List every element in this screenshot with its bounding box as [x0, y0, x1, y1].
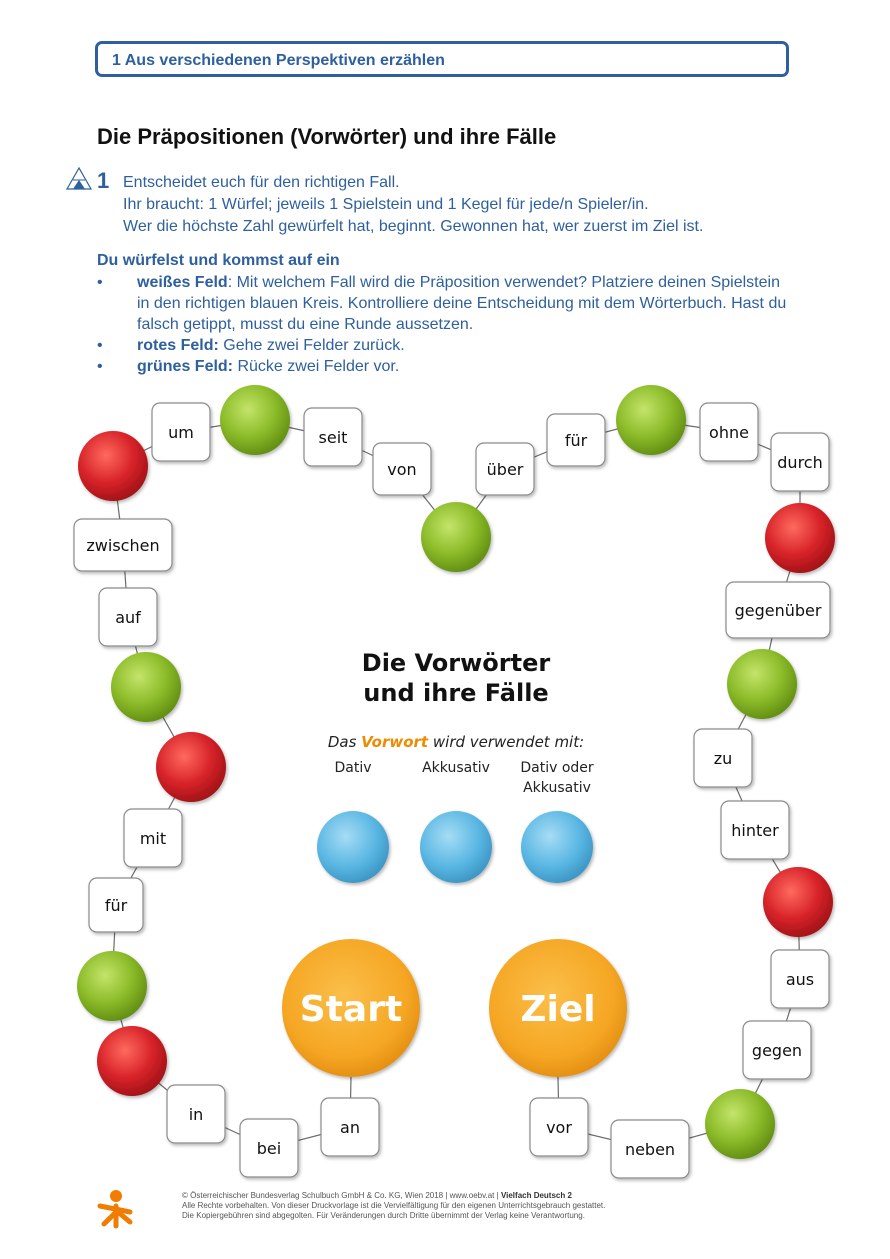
word-field[interactable] [721, 801, 789, 859]
rule-bold: grünes Feld: [137, 358, 234, 375]
word-field-label: auf [115, 608, 141, 627]
word-field[interactable] [304, 408, 362, 466]
dativ-oder-akkusativ-case-circle[interactable] [521, 811, 593, 883]
word-field-label: ohne [709, 423, 749, 442]
word-field-label: aus [785, 970, 815, 989]
word-field-label: gegen [751, 1041, 803, 1060]
word-field[interactable] [726, 582, 830, 638]
footer-line [182, 1191, 605, 1201]
rule-text: Gehe zwei Felder zurück. [218, 337, 405, 354]
word-field[interactable] [547, 414, 605, 466]
chapter-title: 1 Aus verschiedenen Perspektiven erzählen [112, 52, 445, 69]
red-field[interactable] [97, 1026, 167, 1096]
red-field[interactable] [765, 503, 835, 573]
word-field[interactable] [530, 1098, 588, 1156]
rules-heading: Du würfelst und kommst auf ein [97, 252, 340, 269]
akkusativ-case-circle[interactable] [420, 811, 492, 883]
word-field-label: mit [139, 829, 167, 848]
bullet-icon: • [97, 274, 103, 291]
word-field-label: zu [713, 749, 733, 768]
word-field-label: durch [777, 453, 823, 472]
word-field[interactable] [152, 403, 210, 461]
word-field[interactable] [240, 1119, 298, 1177]
word-field[interactable] [99, 588, 157, 646]
green-field[interactable] [705, 1089, 775, 1159]
subtitle-pre: Das [327, 733, 362, 751]
word-field[interactable] [74, 519, 172, 571]
page-title: Die Präpositionen (Vorwörter) und ihre Fälle [97, 124, 557, 149]
word-field[interactable] [476, 443, 534, 495]
word-field-label: für [104, 896, 128, 915]
rule-text: : Mit welchem Fall wird die Präposition verwendet? Platziere deinen Spielstein in den richtigen blauen Kreis. Kontrolliere deine Entscheidung mit dem Wörterbuch. Hast du falsch getippt, musst du eine Runde aussetzen. [137, 274, 787, 333]
word-field[interactable] [700, 403, 758, 461]
word-field[interactable] [611, 1120, 689, 1178]
start-label: Start [299, 989, 403, 1030]
board-subtitle [328, 733, 584, 751]
task-number: 1 [97, 168, 110, 193]
word-field-label: vor [546, 1118, 572, 1137]
case-label-both-line1: Dativ oder [520, 760, 594, 776]
green-field[interactable] [727, 649, 797, 719]
oebv-logo-icon [100, 1190, 130, 1226]
green-field[interactable] [220, 385, 290, 455]
word-field-label: hinter [731, 821, 779, 840]
board-title-line1: Die Vorwörter [361, 649, 551, 677]
task-line: Entscheidet euch für den richtigen Fall. [123, 174, 400, 191]
word-field[interactable] [89, 878, 143, 932]
word-field-label: von [387, 460, 417, 479]
word-field[interactable] [373, 443, 431, 495]
red-field[interactable] [78, 431, 148, 501]
goal-label: Ziel [520, 989, 596, 1030]
word-field[interactable] [694, 729, 752, 787]
red-field[interactable] [763, 867, 833, 937]
word-field-label: um [168, 423, 194, 442]
case-label-akkusativ: Akkusativ [422, 760, 490, 776]
footer-line: Die Kopiergebühren sind abgegolten. Für Veränderungen durch Dritte übernimmt der Verlag keine Verantwortung. [182, 1211, 585, 1220]
word-field-label: für [564, 431, 588, 450]
word-field-label: an [340, 1118, 360, 1137]
word-field-label: bei [256, 1139, 282, 1158]
word-field-label: über [486, 460, 524, 479]
word-field[interactable] [167, 1085, 225, 1143]
bullet-icon: • [97, 358, 103, 375]
subtitle-highlight: Vorwort [361, 733, 429, 751]
word-field[interactable] [743, 1021, 811, 1079]
word-field[interactable] [771, 433, 829, 491]
green-field[interactable] [77, 951, 147, 1021]
word-field[interactable] [321, 1098, 379, 1156]
word-field[interactable] [771, 950, 829, 1008]
word-field-label: zwischen [86, 536, 160, 555]
green-field[interactable] [111, 652, 181, 722]
rule-text: Rücke zwei Felder vor. [233, 358, 400, 375]
dativ-case-circle[interactable] [317, 811, 389, 883]
board-title-line2: und ihre Fälle [363, 679, 549, 707]
rule-bold: weißes Feld [137, 274, 228, 291]
word-field-label: in [188, 1105, 204, 1124]
case-label-dativ: Dativ [334, 760, 372, 776]
task-line: Wer die höchste Zahl gewürfelt hat, beginnt. Gewonnen hat, wer zuerst im Ziel ist. [123, 218, 704, 235]
case-label-both-line2: Akkusativ [523, 780, 591, 796]
word-field-label: seit [318, 428, 348, 447]
green-field[interactable] [421, 502, 491, 572]
green-field[interactable] [616, 385, 686, 455]
word-field-label: neben [624, 1140, 676, 1159]
word-field[interactable] [124, 809, 182, 867]
task-line: Ihr braucht: 1 Würfel; jeweils 1 Spielstein und 1 Kegel für jede/n Spieler/in. [123, 196, 649, 213]
word-field-label: gegenüber [734, 601, 822, 620]
footer-line: Alle Rechte vorbehalten. Von dieser Druckvorlage ist die Vervielfältigung für den eigenen Unterrichtsgebrauch gestattet. [182, 1201, 606, 1210]
bullet-icon: • [97, 337, 103, 354]
footer [182, 1191, 605, 1221]
rule-bold: rotes Feld: [137, 337, 219, 354]
subtitle-post: wird verwendet mit: [428, 733, 585, 751]
footer-book-title: Vielfach Deutsch 2 [500, 1191, 572, 1200]
red-field[interactable] [156, 732, 226, 802]
footer-copyright: © Österreichischer Bundesverlag Schulbuch GmbH & Co. KG, Wien 2018 | www.oebv.at | [182, 1191, 501, 1200]
